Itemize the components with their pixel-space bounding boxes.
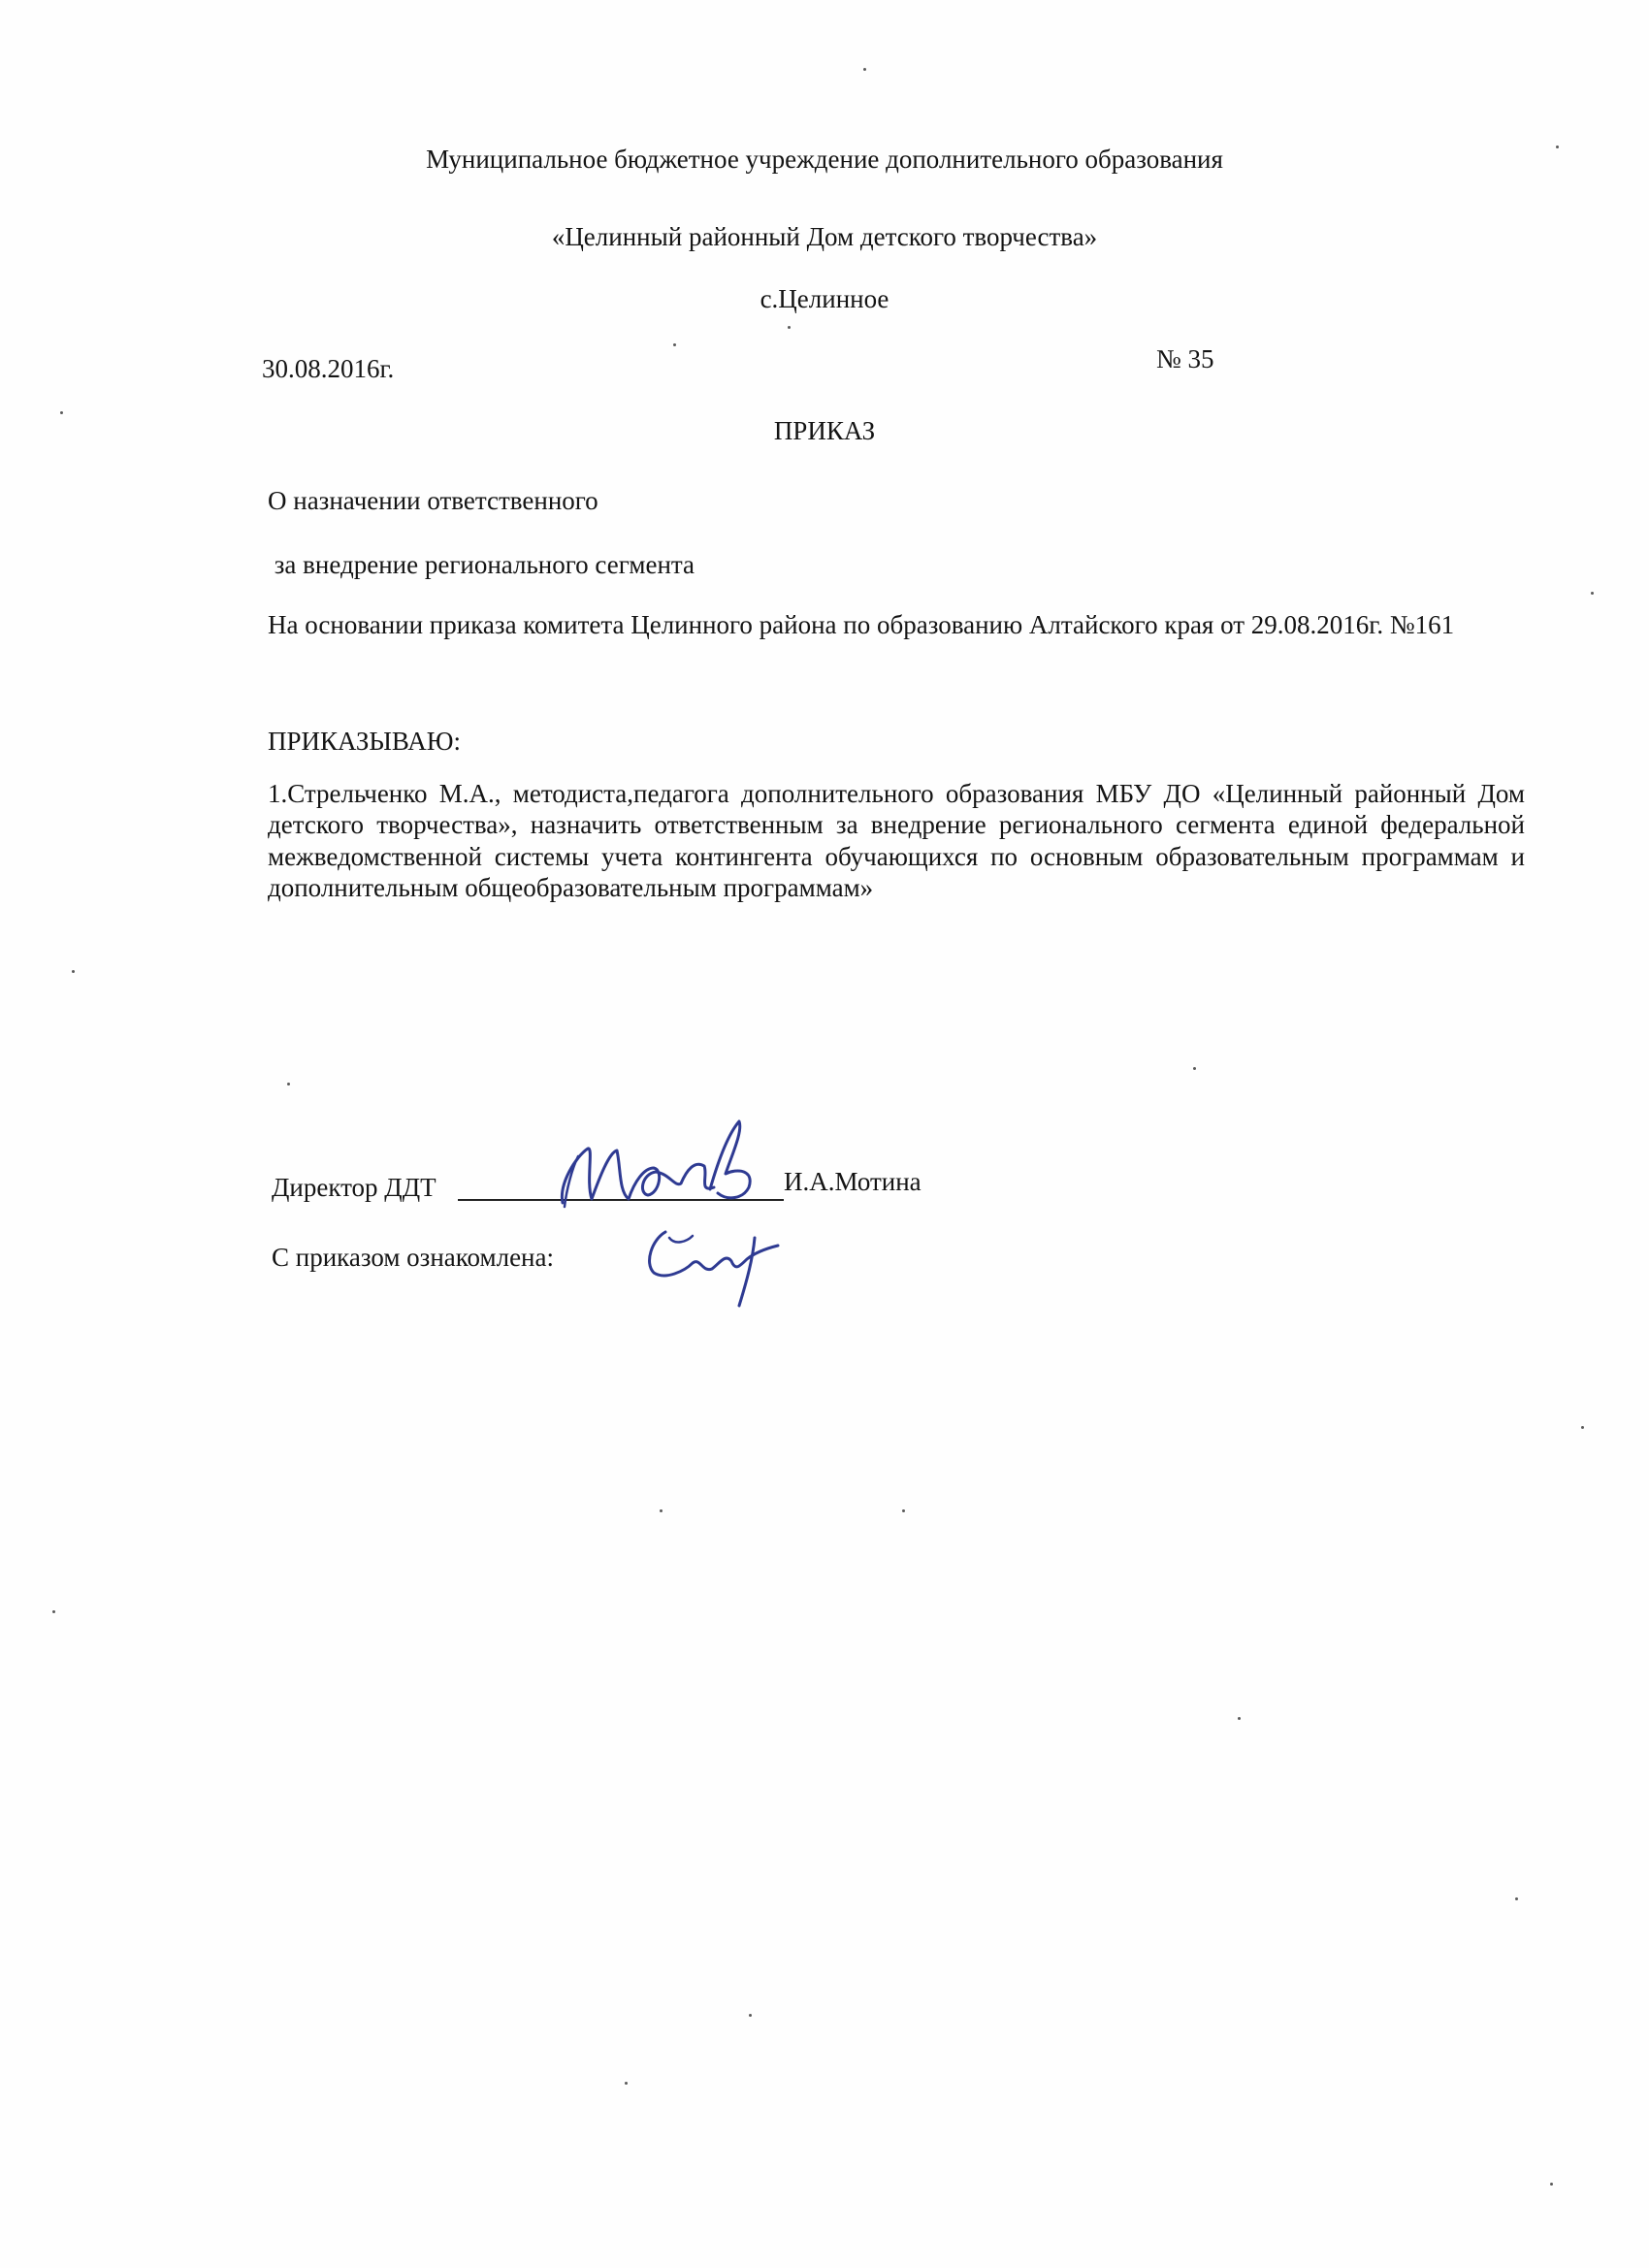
scan-speck (1581, 1426, 1584, 1429)
scan-speck (52, 1610, 55, 1613)
scan-speck (673, 343, 676, 346)
acquainted-signature (630, 1213, 824, 1319)
scan-speck (625, 2082, 628, 2085)
scan-speck (1193, 1067, 1196, 1070)
clause-1: 1.Стрельченко М.А., методиста,педагога дополнительного образования МБУ ДО «Целинный районный Дом детского творчества», назначить ответственным за внедрение регионального сегмента единой федеральной межведомственной системы учета контингента обучающихся по основным образовательным программам и дополнительным общеобразовательным программам» (268, 779, 1525, 903)
place-name: с.Целинное (760, 284, 889, 313)
scan-speck (749, 2014, 752, 2017)
subject-line-1: О назначении ответственного (268, 486, 598, 515)
director-name: И.А.Мотина (784, 1167, 922, 1196)
director-label: Директор ДДТ (272, 1173, 436, 1202)
scan-speck (72, 970, 75, 973)
order-word: ПРИКАЗЫВАЮ: (268, 727, 461, 756)
order-date: 30.08.2016г. (262, 354, 395, 383)
organization-line-1: Муниципальное бюджетное учреждение дополнительного образования (426, 145, 1223, 174)
scan-speck (1515, 1897, 1518, 1900)
scan-speck (660, 1509, 663, 1512)
scan-speck (1238, 1717, 1241, 1720)
basis-paragraph: На основании приказа комитета Целинного района по образованию Алтайского края от 29.08.2016г. №161 (268, 610, 1455, 639)
organization-line-2: «Целинный районный Дом детского творчества» (551, 222, 1098, 251)
scan-speck (60, 411, 63, 414)
scan-speck (788, 326, 791, 329)
scan-speck (1550, 2183, 1553, 2186)
acquainted-label: С приказом ознакомлена: (272, 1243, 554, 1272)
order-number: № 35 (1156, 344, 1214, 373)
scan-speck (902, 1509, 905, 1512)
subject-line-2: за внедрение регионального сегмента (268, 550, 695, 579)
document-title: ПРИКАЗ (773, 416, 876, 445)
scan-speck (287, 1083, 290, 1085)
scan-speck (1591, 592, 1594, 595)
scan-speck (863, 68, 866, 71)
